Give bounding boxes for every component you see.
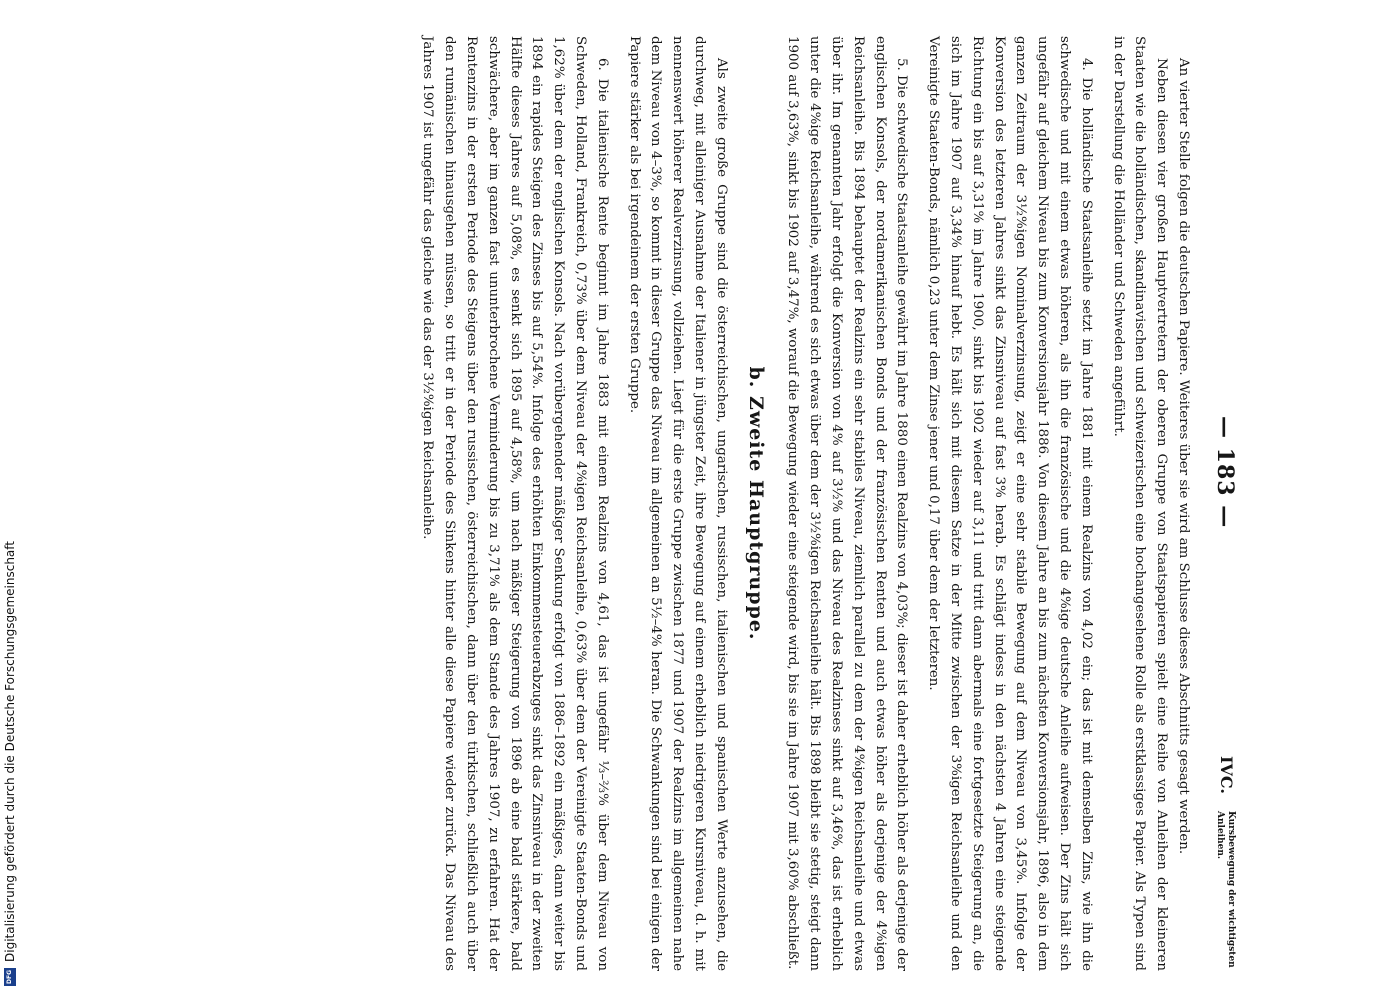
paragraph: Als zweite große Gruppe sind die österreichischen, ungarischen, russischen, italienischen und spanischen Werte anzusehen, die durchweg, mit alleiniger Ausnahme der Italiener in jüngster Zeit, ihre Bewegung auf einem erheblich niedrigeren Kursniveau, d. h. mit nennenswert höherer Realverzinsung, vollziehen. Liegt für die erste Gruppe zwischen 1877 und 1907 der Realzins im allgemeinen nahe dem Niveau von 4–3%, so kommt in dieser Gruppe das Niveau im allgemeinen an 5½–4% heran. Die Schwankungen sind bei einigen der Papiere stärker als bei irgendeinem der ersten Gruppe. xyxy=(626,36,729,971)
page-body xyxy=(417,36,1194,971)
document-page xyxy=(160,0,1240,1000)
digitization-credit xyxy=(0,20,20,1000)
paragraph: 5. Die schwedische Staatsanleihe gewährt im Jahre 1880 einen Realzins von 4,03%; dieser ist daher erheblich höher als derjenige der englischen Konsols, der nordamerikanischen Bonds und der französischen Renten und auch etwas höher als derjenige der 4%igen Reichsanleihe. Bis 1894 behauptet der Realzins ein sehr stabiles Niveau, ziemlich parallel zu dem der 4%igen Reichsanleihe und etwas über ihr. Im genannten Jahr erfolgt die Konversion von 4% auf 3½% und das Niveau des Realzinses sinkt auf 3,46%, das ist erheblich unter die 4%ige Reichsanleihe, während es sich etwas über dem der 3½%igen Reichsanleihe hält. Bis 1898 bleibt sie stetig, steigt dann 1900 auf 3,63%, sinkt bis 1902 auf 3,47%, worauf die Bewegung wieder eine steigende wird, bis sie im Jahre 1907 mit 3,60% abschließt. xyxy=(785,36,910,971)
running-head: Kursbewegung der wichtigsten Anleihen. xyxy=(1215,811,1236,968)
paragraph: An vierter Stelle folgen die deutschen Papiere. Weiteres über sie wird am Schlusse dieses Abschnitts gesagt werden. xyxy=(1176,58,1191,855)
page-header xyxy=(1200,36,1240,971)
paragraph: 4. Die holländische Staatsanleihe setzt im Jahre 1881 mit einem Realzins von 4,02 ein; das ist mit demselben Zins, wie ihn die schwedische und mit einem etwas höheren, als ihn die französische und die 4%ige deutsche Anleihe aufweisen. Der Zins hält sich ungefähr auf gleichem Niveau bis zum Konversionsjahr 1886. Von diesem Jahre an bis zum nächsten Konversionsjahr, 1896, also in dem ganzen Zeitraum der 3½%igen Nominalverzinsung, zeigt er eine sehr stabile Bewegung auf dem Niveau von 3,45%. Infolge der Konversion des letzteren Jahres sinkt das Zinsniveau auf fast 3% herab. Es schlägt indess in den nächsten 4 Jahren eine steigende Richtung ein bis auf 3,31% im Jahre 1900, sinkt bis 1902 wieder auf 3,11 und tritt dann abermals eine fortgesetzte Steigerung an, die sich im Jahre 1907 auf 3,34% hinauf hebt. Es hält sich mit diesem Satze in der Mitte zwischen der 3%igen Reichsanleihe und den Vereinigte Staaten-Bonds, nämlich 0,23 unter dem Zinse jener und 0,17 über dem der letzteren. xyxy=(926,36,1094,971)
dfg-logo-icon: DFG xyxy=(4,968,16,986)
digitization-credit-strip xyxy=(0,0,22,1000)
section-mark: IVC. xyxy=(1217,756,1236,794)
credit-text: Digitalisierung gefördert durch die Deutsche Forschungsgemeinschaft xyxy=(3,540,17,962)
section-heading: b. Zweite Hauptgruppe. xyxy=(744,366,767,641)
page-number: — 183 — xyxy=(1212,416,1238,529)
paragraph: Neben diesen vier großen Hauptvertretern der oberen Gruppe von Staatspapieren spielt eine Reihe von Anleihen der kleineren Staaten wie die holländischen, skandinavischen und schweizerischen eine hochangesehene Rolle als erstklassiges Papier. Als Typen sind in der Darstellung die Holländer und Schweden angeführt. xyxy=(1110,36,1170,971)
rotated-page-content xyxy=(160,36,1240,971)
paragraph: 6. Die italienische Rente beginnt im Jahre 1883 mit einem Realzins von 4,61, das ist ungefähr ⅓–⅔% über dem Niveau von Schweden, Holland, Frankreich, 0,73% über dem Niveau der 4%igen Reichsanleihe, 0,63% über dem der Vereinigte Staaten-Bonds und 1,62% über dem der englischen Konsols. Nach vorübergehender mäßiger Senkung erfolgt von 1886–1892 ein mäßiges, dann weiter bis 1894 ein rapides Steigen des Zinses bis auf 5,54%. Infolge des erhöhten Einkommensteuerabzuges sinkt das Zinsniveau in der zweiten Hälfte dieses Jahres auf 5,08%, es senkt sich 1895 auf 4,58%, um nach mäßiger Steigerung von 1896 ab eine bald stärkere, bald schwächere, aber im ganzen fast ununterbrochene Verminderung bis zu 3,71% als dem Stande des Jahres 1907, zu erfahren. Hat der Rentenzins in der ersten Periode des Steigens über den russischen, österreichischen, dann über den türkischen, schließlich auch über den rumänischen hinausgehen müssen, so tritt er in der Periode des Sinkens hinter alle diese Papiere wieder zurück. Das Niveau des Jahres 1907 ist ungefähr das gleiche wie das der 3½%igen Reichsanleihe. xyxy=(420,36,610,971)
